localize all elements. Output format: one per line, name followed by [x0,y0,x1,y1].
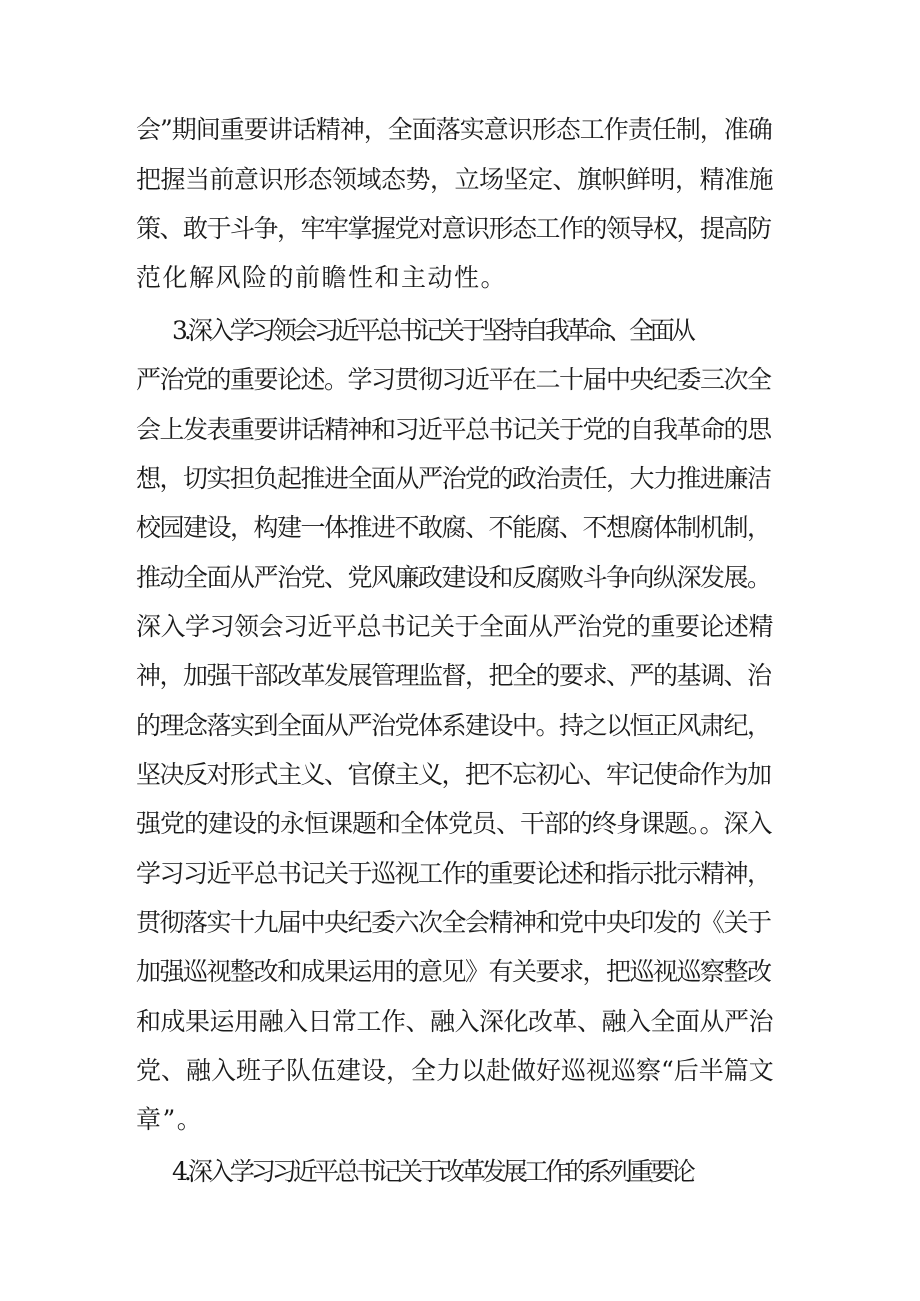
text-line: 把握当前意识形态领域态势，立场坚定、旗帜鲜明，精准施 [136,165,774,194]
text-line: 的理念落实到全面从严治党体系建设中。持之以恒正风肃纪， [136,711,771,740]
text-line: 党、融入班子队伍建设，全力以赴做好巡视巡察“后半篇文 [136,1056,774,1085]
text-line: 加强巡视整改和成果运用的意见》有关要求，把巡视巡察整改 [136,957,771,986]
text-line: 严治党的重要论述。学习贯彻习近平在二十届中央纪委三次全 [136,365,771,394]
text-line: 坚决反对形式主义、官僚主义，把不忘初心、牢记使命作为加 [136,760,771,789]
text-line: 章”。 [136,1105,204,1134]
text-line: 贯彻落实十九届中央纪委六次全会精神和党中央印发的《关于 [136,908,771,937]
section-heading-3: 3.深入学习领会习近平总书记关于坚持自我革命、全面从 [172,316,692,345]
text-line: 深入学习领会习近平总书记关于全面从严治党的重要论述精 [136,612,774,641]
text-line: 策、敢于斗争，牢牢掌握党对意识形态工作的领导权，提高防 [136,214,771,243]
text-line: 校园建设，构建一体推进不敢腐、不能腐、不想腐体制机制， [136,513,771,542]
text-line: 会上发表重要讲话精神和习近平总书记关于党的自我革命的思 [136,415,771,444]
text-line: 推动全面从严治党、党风廉政建设和反腐败斗争向纵深发展。 [136,563,771,592]
text-line: 会”期间重要讲话精神，全面落实意识形态工作责任制，准确 [136,115,772,144]
text-line: 想，切实担负起推进全面从严治党的政治责任，大力推进廉洁 [136,464,771,493]
text-line: 学习习近平总书记关于巡视工作的重要论述和指示批示精神， [136,859,771,888]
section-heading-4: 4.深入学习习近平总书记关于改革发展工作的系列重要论 [172,1157,692,1186]
text-line: 强党的建设的永恒课题和全体党员、干部的终身课题。。深入 [136,809,772,838]
text-line: 神，加强干部改革发展管理监督，把全的要求、严的基调、治 [136,661,771,690]
text-line: 和成果运用融入日常工作、融入深化改革、融入全面从严治 [136,1007,774,1036]
text-line: 范化解风险的前瞻性和主动性。 [136,263,508,292]
